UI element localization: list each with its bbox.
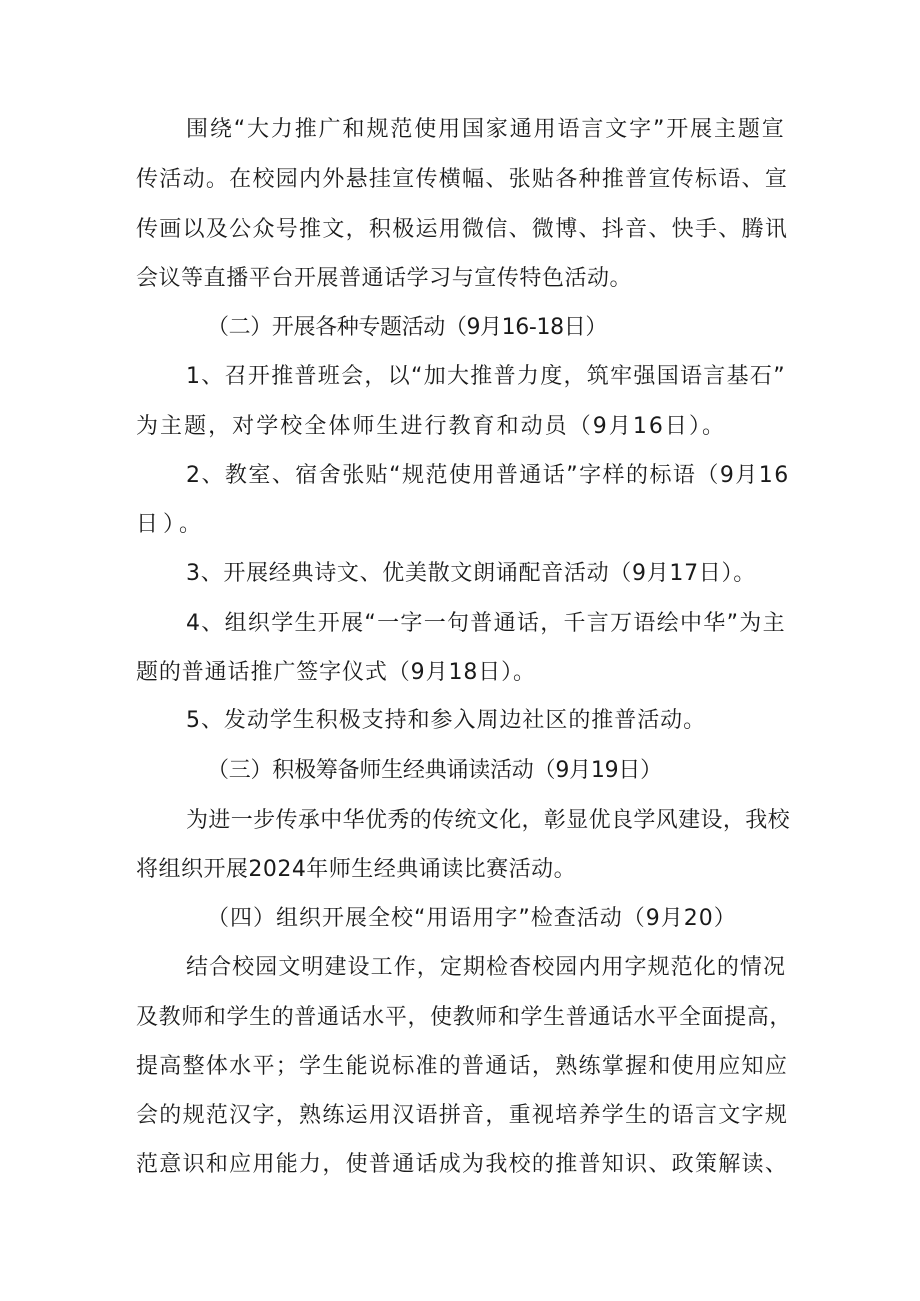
paragraph-line: 范意识和应用能力，使普通话成为我校的推普知识、政策解读、 — [136, 1152, 789, 1177]
section-heading: （四）组织开展全校“用语用字”检查活动（9月20） — [207, 906, 737, 931]
paragraph-line: 结合校园文明建设工作，定期检杳校园内用字规范化的情况 — [186, 955, 787, 980]
paragraph-line: 5、发动学生积极支持和参入周边社区的推普活动。 — [186, 708, 707, 733]
paragraph-line: 提高整体水平；学生能说标准的普通话，熟练掌握和使用应知应 — [136, 1054, 789, 1079]
section-heading: （二）开展各种专题活动（9月16-18日） — [207, 315, 607, 340]
paragraph-line: 会议等直播平台开展普通话学习与宣传特色活动。 — [136, 266, 633, 291]
paragraph-line: 4、组织学生开展“一字一句普通话，千言万语绘中华”为主 — [186, 611, 786, 636]
paragraph-line: 会的规范汉字，熟练运用汉语拼音，重视培养学生的语言文字规 — [136, 1103, 789, 1128]
paragraph-line: 2、教室、宿舍张贴“规范使用普通话”字样的标语（9月16 — [186, 463, 790, 488]
section-heading: （三）积极筹备师生经典诵读活动（9月19日） — [207, 758, 662, 783]
paragraph-line: 为进一步传承中华优秀的传统文化，彰显优良学风建设，我校 — [186, 808, 790, 833]
paragraph-line: 题的普通话推广签字仪式（9月18日）。 — [136, 660, 536, 685]
paragraph-line: 围绕“大力推广和规范使用国家通用语言文字”开展主题宣 — [186, 117, 786, 142]
paragraph-line: 及教师和学生的普通话水平，使教师和学生普通话水平全面提高， — [136, 1005, 792, 1030]
paragraph-line: 将组织开展2024年师生经典诵读比赛活动。 — [136, 857, 577, 882]
paragraph-line: 传画以及公众号推文，积极运用微信、微博、抖音、快手、腾讯 — [136, 217, 789, 242]
paragraph-line: 1、召开推普班会，以“加大推普力度，筑牢强国语言基石” — [186, 364, 786, 389]
paragraph-line: 3、开展经典诗文、优美散文朗诵配音活动（9月17日）。 — [186, 561, 756, 586]
paragraph-line: 传活动。在校园内外悬挂宣传横幅、张贴各种推普宣传标语、宣 — [136, 167, 789, 192]
paragraph-line: 日）。 — [136, 512, 207, 537]
paragraph-line: 为主题，对学校全体师生进行教育和动员（9月16日）。 — [136, 414, 727, 439]
